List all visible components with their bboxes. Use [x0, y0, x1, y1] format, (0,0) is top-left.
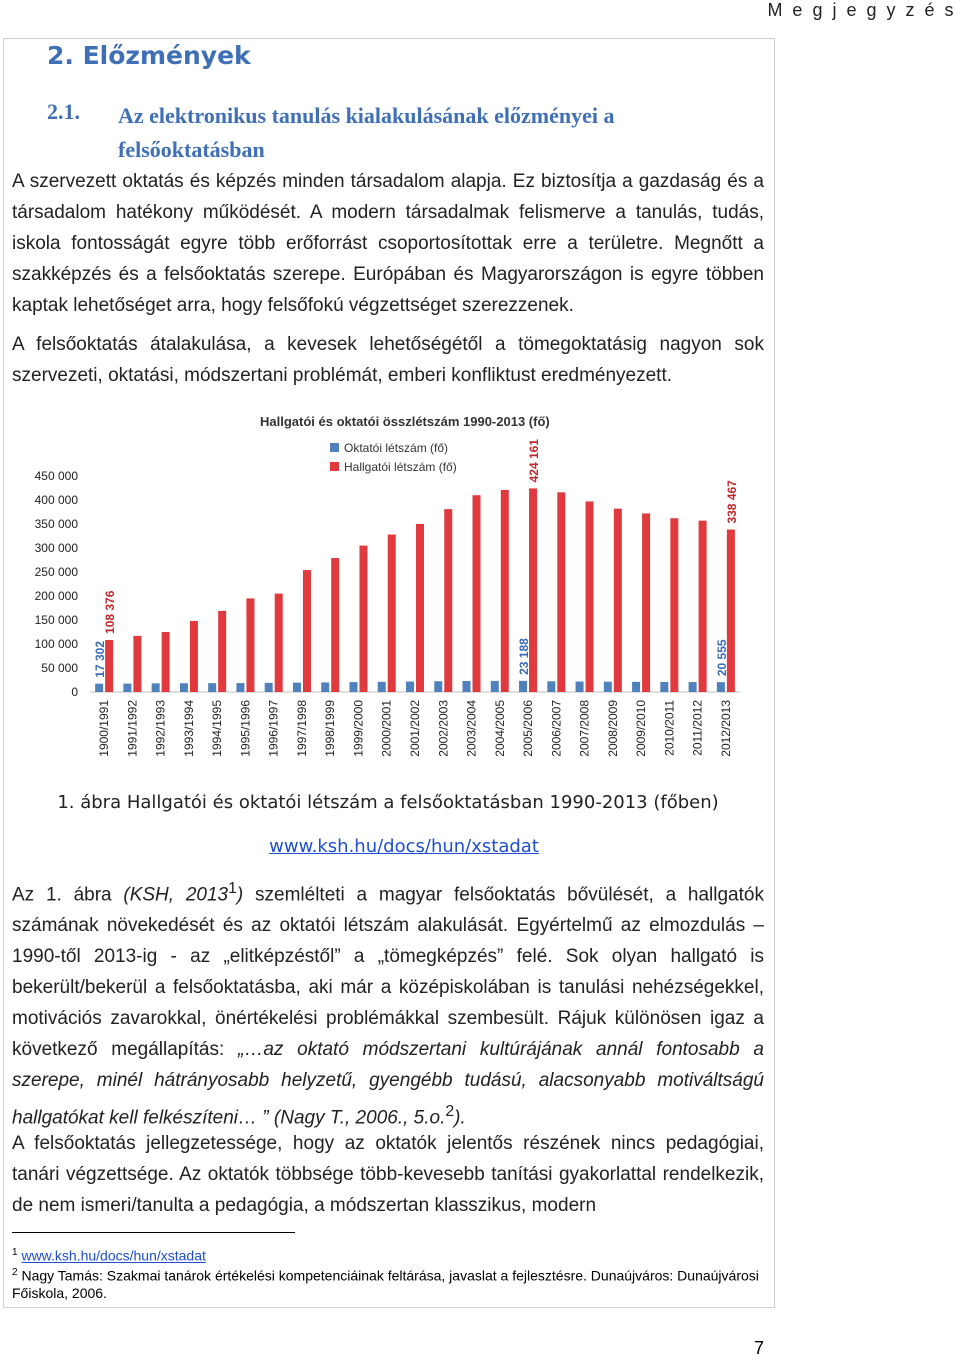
legend-label-students: Hallgatói létszám (fő) — [344, 460, 457, 474]
bar-students — [303, 570, 311, 692]
bar-staff — [349, 682, 357, 692]
y-tick-label: 200 000 — [34, 589, 78, 603]
bar-staff — [660, 682, 668, 692]
paragraph-pedagogy: A felsőoktatás jellegzetessége, hogy az oktatók jelentős részének nincs pedagógiai, tanári végzettsége. Az oktatók többsége több-kevesebb tanítási gyakorlattal rendelkezik, de nem ismeri/tanulta a pedagógia, a módszertan klasszikus, modern — [12, 1133, 764, 1216]
bar-staff — [321, 682, 329, 692]
bar-staff — [632, 682, 640, 692]
bar-students — [416, 524, 424, 692]
y-tick-label: 250 000 — [34, 565, 78, 579]
x-tick-label: 1994/1995 — [210, 700, 225, 757]
y-tick-label: 400 000 — [34, 493, 78, 507]
x-tick-label: 1999/2000 — [351, 700, 366, 757]
data-label: 424 161 — [527, 439, 542, 483]
paragraph-figure-discussion: Az 1. ábra (KSH, 2013$^1$) szemlélteti a magyar felsőoktatás bővülését, a hallgatók számának növekedését és az oktatói létszám alakulását. Egyértelmű az elmozdulás – 1990-től 2013-ig - az „elitképzéstől” a „tömegképzés” felé. Sok olyan hallgató is bekerült/bekerül a felsőoktatásba, aki már a középiskolában is tanulási nehézségekkel, motivációs zavarokkal, önértékelési problémákkal szembesült. Rájuk különösen igaz a következő megállapítás: „…az oktató módszertani kultúrájának annál fontosabb a szerepe, minél hátrányosabb helyzetű, gyengébb tudású, alacsonyabb motiváltságú hallgatókat kell felkészíteni… ” (Nagy T., 2006., 5.o.$^2$). — [12, 880, 764, 1129]
paragraph-transformation: A felsőoktatás átalakulása, a kevesek lehetőségétől a tömegoktatásig nagyon sok szervezeti, oktatási, módszertani problémát, emberi konfliktust eredményezett. — [12, 334, 764, 386]
data-label: 108 376 — [103, 590, 118, 634]
chart-title: Hallgatói és oktatói összlétszám 1990-2013 (fő) — [260, 414, 550, 429]
paragraph-intro: A szervezett oktatás és képzés minden társadalom alapja. Ez biztosítja a gazdaság és a társadalom hatékony működését. A modern társadalmak felismerve a tanulás, tudás, iskola fontosságát egyre több erőforrást csoportosítottak erre a területre. Megnőtt a szakképzés és a felsőoktatás szerepe. Európában és Magyarországon is egyre többen kaptak lehetőséget arra, hogy felsőfokú végzettséget szerezzenek. — [12, 171, 764, 316]
x-tick-label: 1993/1994 — [181, 700, 196, 757]
page-number: 7 — [753, 1338, 764, 1358]
bar-students — [218, 611, 226, 692]
legend-swatch-students — [330, 462, 339, 471]
bar-students — [586, 501, 594, 692]
bar-students — [359, 546, 367, 692]
y-tick-label: 350 000 — [34, 517, 78, 531]
x-tick-label: 2006/2007 — [549, 700, 564, 757]
bar-students — [162, 632, 170, 692]
bar-staff — [406, 681, 414, 692]
section-heading: 2. Előzmények — [47, 41, 251, 70]
subsection-number: 2.1. — [47, 99, 80, 124]
x-tick-label: 1992/1993 — [153, 700, 168, 757]
x-tick-label: 2007/2008 — [577, 700, 592, 757]
x-tick-label: 2003/2004 — [464, 700, 479, 757]
bar-students — [614, 509, 622, 692]
x-tick-label: 2011/2012 — [690, 700, 705, 756]
figure-source-link[interactable]: www.ksh.hu/docs/hun/xstadat — [269, 836, 539, 857]
bar-staff — [208, 683, 216, 692]
x-tick-label: 2009/2010 — [634, 700, 649, 757]
note-label: M e g j e g y z é s — [767, 0, 956, 20]
bar-students — [670, 518, 678, 692]
bar-staff — [123, 684, 131, 692]
x-tick-label: 2001/2002 — [408, 700, 422, 757]
bar-staff — [604, 682, 612, 692]
x-tick-label: 2008/2009 — [605, 700, 620, 757]
bar-students — [133, 636, 141, 692]
legend-label-staff: Oktatói létszám (fő) — [344, 441, 449, 455]
data-label: 23 188 — [517, 638, 532, 675]
bar-staff — [689, 682, 697, 692]
bar-staff — [519, 681, 527, 692]
bar-staff — [547, 681, 555, 692]
bar-students — [557, 492, 565, 692]
bar-students — [246, 598, 254, 692]
subsection-heading: Az elektronikus tanulás kialakulásának előzményei a felsőoktatásban — [118, 103, 615, 162]
x-tick-label: 1996/1997 — [266, 700, 281, 757]
footnote-2: $^2$ Nagy Tamás: Szakmai tanárok értékelési kompetenciáinak feltárása, javaslat a fejlesztésre. Dunaújváros: Dunaújvárosi Főiskola, 2006. — [12, 1267, 759, 1301]
bar-staff — [95, 684, 103, 692]
data-label: 338 467 — [724, 480, 739, 524]
figure-source — [12, 836, 780, 857]
x-tick-label: 1997/1998 — [294, 700, 309, 757]
footnote-separator — [12, 1232, 295, 1233]
enrollment-chart — [34, 408, 770, 788]
y-tick-label: 300 000 — [34, 541, 78, 555]
bar-staff — [576, 682, 584, 692]
bar-students — [275, 594, 283, 692]
bar-students — [501, 490, 509, 692]
y-tick-label: 50 000 — [41, 661, 78, 675]
x-tick-label: 2005/2006 — [521, 700, 536, 757]
quote: „…az oktató módszertani kultúrájának annál fontosabb a szerepe, minél hátrányosabb helyzetű, gyengébb tudású, alacsonyabb motiváltságú hallgatókat kell felkészíteni… ” (Nagy T., 2006., 5.o. — [12, 1039, 764, 1129]
x-tick-label: 2000/2001 — [379, 700, 394, 757]
data-label: 17 302 — [93, 640, 108, 678]
x-tick-label: 2004/2005 — [492, 700, 507, 757]
bar-students — [444, 509, 452, 692]
x-tick-label: 2012/2013 — [718, 700, 733, 757]
y-tick-label: 450 000 — [34, 469, 78, 483]
bar-staff — [180, 683, 188, 692]
bar-staff — [293, 683, 301, 692]
x-tick-label: 2010/2011 — [662, 700, 677, 756]
bar-staff — [152, 683, 160, 692]
y-tick-label: 150 000 — [34, 613, 78, 627]
legend-swatch-staff — [330, 443, 339, 452]
x-tick-label: 2002/2003 — [436, 700, 451, 757]
bar-students — [699, 521, 707, 692]
bar-students — [190, 621, 198, 692]
x-tick-label: 1991/1992 — [125, 700, 140, 757]
bar-staff — [717, 682, 725, 692]
y-tick-label: 0 — [71, 685, 78, 699]
x-tick-label: 1995/1996 — [238, 700, 253, 757]
bar-students — [388, 535, 396, 692]
footnote-ref-1[interactable]: 1 — [228, 880, 237, 897]
figure-caption: 1. ábra Hallgatói és oktatói létszám a felsőoktatásban 1990-2013 (főben) — [57, 792, 719, 813]
data-label: 20 555 — [714, 639, 729, 677]
footnote-1: $^1$ www.ksh.hu/docs/hun/xstadat — [12, 1247, 206, 1264]
x-tick-label: 1998/1999 — [323, 700, 338, 757]
x-tick-label: 1900/1991 — [97, 700, 112, 757]
bar-students — [642, 513, 650, 692]
bar-staff — [378, 682, 386, 692]
bar-staff — [463, 681, 471, 692]
bar-staff — [434, 681, 442, 692]
bar-staff — [236, 683, 244, 692]
bar-staff — [491, 681, 499, 692]
bar-students — [473, 495, 481, 692]
footnote-ref-2[interactable]: 2 — [445, 1103, 455, 1121]
footnote-1-link[interactable]: www.ksh.hu/docs/hun/xstadat — [21, 1247, 206, 1264]
bar-staff — [265, 683, 273, 692]
bar-students — [331, 558, 339, 692]
y-tick-label: 100 000 — [34, 637, 78, 651]
